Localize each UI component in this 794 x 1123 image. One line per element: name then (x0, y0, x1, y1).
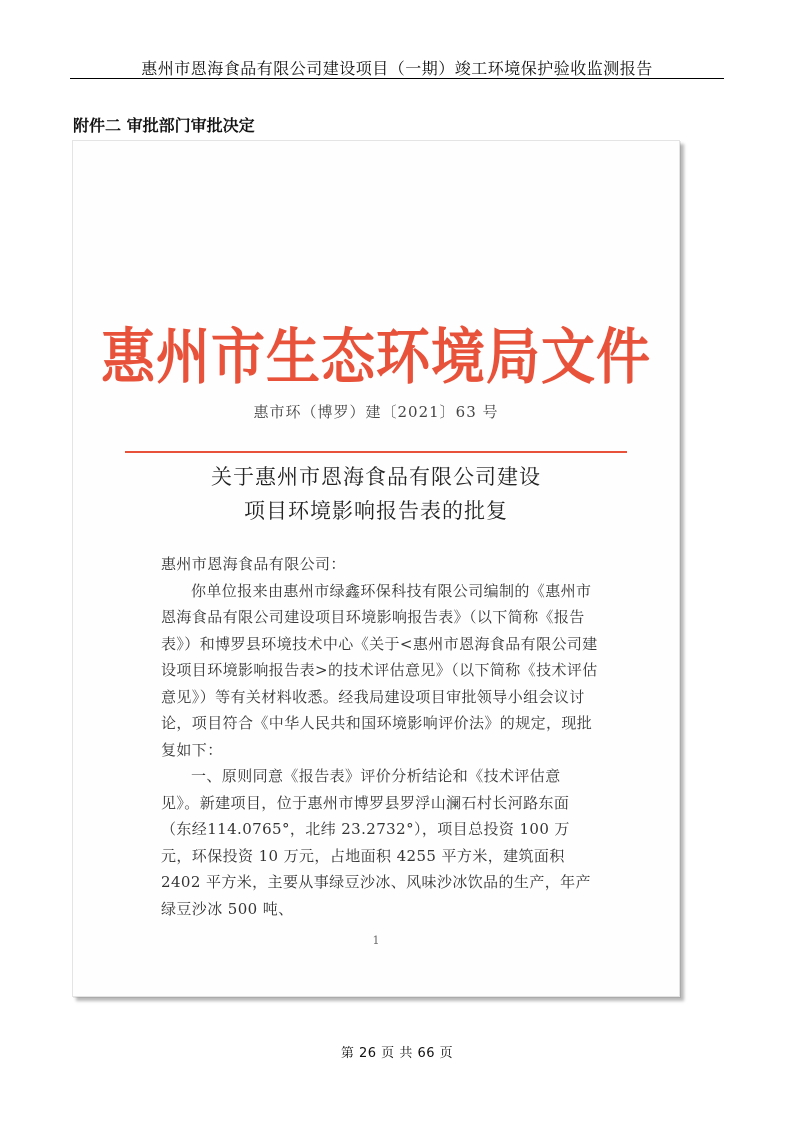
paragraph-1: 你单位报来由惠州市绿鑫环保科技有限公司编制的《惠州市恩海食品有限公司建设项目环境影响报告表》（以下简称《报告表》）和博罗县环境技术中心《关于<惠州市恩海食品有限公司建设项目环境影响报告表>的技术评估意见》（以下简称《技术评估意见》）等有关材料收悉。经我局建设项目审批领导小组会议讨论，项目符合《中华人民共和国环境影响评价法》的规定，现批复如下： (161, 581, 598, 759)
salutation: 惠州市恩海食品有限公司： (161, 555, 346, 573)
gov-banner: 惠州市生态环境局文件 (101, 320, 651, 392)
header-rule (70, 78, 724, 79)
document-number: 惠市环（博罗）建〔2021〕63 号 (253, 403, 499, 421)
document-title-line-2: 项目环境影响报告表的批复 (244, 499, 508, 523)
section-title: 附件二 审批部门审批决定 (73, 116, 255, 135)
page-footer: 第 26 页 共 66 页 (340, 1046, 454, 1061)
document-body (161, 551, 599, 922)
document-title-line-1: 关于惠州市恩海食品有限公司建设 (211, 465, 541, 489)
red-divider (125, 451, 627, 453)
scan-page-number: 1 (372, 934, 380, 947)
scanned-document (72, 140, 680, 997)
paragraph-2: 一、原则同意《报告表》评价分析结论和《技术评估意见》。新建项目，位于惠州市博罗县罗浮山澜石村长河路东面（东经114.0765°，北纬 23.2732°），项目总投资 100 万元，环保投资 10 万元，占地面积 4255 平方米，建筑面积 2402 平方米，主要从事绿豆沙冰、风味沙冰饮品的生产，年产绿豆沙冰 500 吨、 (161, 767, 591, 918)
running-header: 惠州市恩海食品有限公司建设项目（一期）竣工环境保护验收监测报告 (141, 59, 653, 78)
